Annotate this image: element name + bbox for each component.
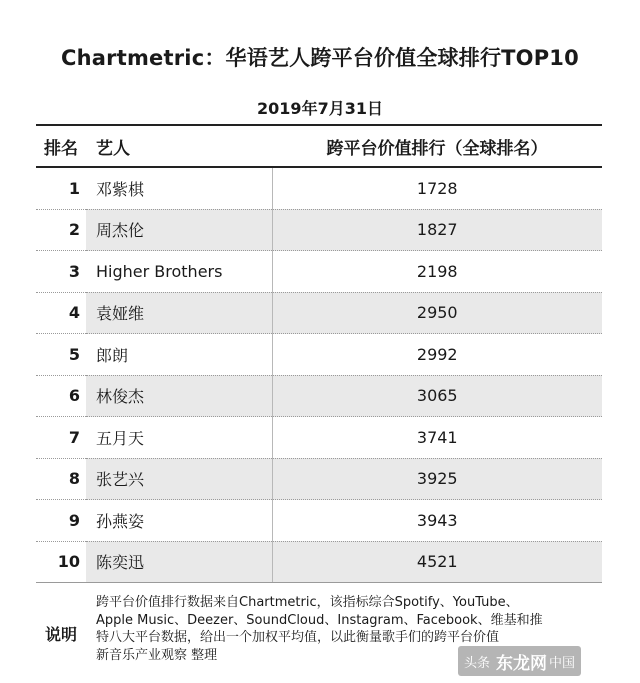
note-line: 特八大平台数据，给出一个加权平均值，以此衡量歌手们的跨平台价值 [96,630,500,645]
table-row [36,417,602,459]
table-row [36,500,602,542]
note-label: 说明 [44,625,77,644]
watermark-suffix: 中国 [549,655,576,671]
header-rank: 排名 [36,125,86,167]
table-row [36,209,602,251]
artist-cell: 陈奕迅 [86,541,272,583]
rank-cell: 7 [36,417,86,459]
table-row [36,251,602,293]
note-line: 跨平台价值排行数据来自Chartmetric，该指标综合Spotify、YouTube、 [96,595,519,610]
rank-cell: 5 [36,334,86,376]
table-row [36,458,602,500]
value-cell: 3925 [272,458,602,500]
date-subtitle: 2019年7月31日 [257,99,383,118]
value-cell: 4521 [272,541,602,583]
artist-cell: 郎朗 [86,334,272,376]
value-cell: 2992 [272,334,602,376]
artist-cell: 袁娅维 [86,292,272,334]
rank-cell: 10 [36,541,86,583]
artist-cell: 周杰伦 [86,209,272,251]
table-row [36,334,602,376]
rank-cell: 9 [36,500,86,542]
artist-cell: Higher Brothers [86,251,272,293]
rank-cell: 8 [36,458,86,500]
table-row [36,292,602,334]
header-value: 跨平台价值排行（全球排名） [272,125,602,167]
note-line: Apple Music、Deezer、SoundCloud、Instagram、Facebook、维基和推 [96,612,543,628]
header-artist: 艺人 [86,125,272,167]
watermark-logo: 东龙网 [496,653,548,674]
header-row [36,125,602,167]
artist-cell: 林俊杰 [86,375,272,417]
value-cell: 2950 [272,292,602,334]
watermark [458,646,581,676]
value-cell: 3943 [272,500,602,542]
watermark-source: 头条 [464,655,491,671]
artist-cell: 张艺兴 [86,458,272,500]
artist-cell: 五月天 [86,417,272,459]
rank-cell: 4 [36,292,86,334]
ranking-table [36,124,602,583]
table-row [36,541,602,583]
rank-cell: 1 [36,167,86,209]
note-line: 新音乐产业观察 整理 [96,647,218,663]
artist-cell: 孙燕姿 [86,500,272,542]
value-cell: 2198 [272,251,602,293]
value-cell: 3065 [272,375,602,417]
table-row [36,375,602,417]
rank-cell: 2 [36,209,86,251]
rank-cell: 3 [36,251,86,293]
page-title: Chartmetric：华语艺人跨平台价值全球排行TOP10 [61,46,579,70]
value-cell: 3741 [272,417,602,459]
value-cell: 1827 [272,209,602,251]
rank-cell: 6 [36,375,86,417]
table-row [36,167,602,209]
value-cell: 1728 [272,167,602,209]
artist-cell: 邓紫棋 [86,167,272,209]
